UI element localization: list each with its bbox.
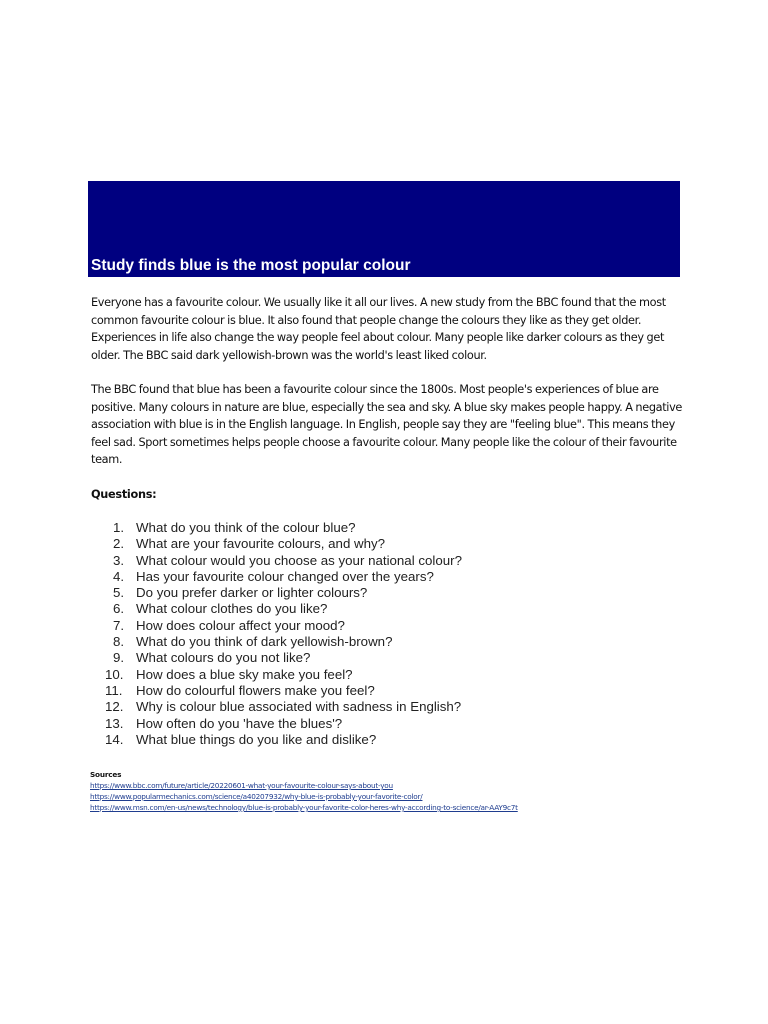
- question-item: [105, 569, 462, 585]
- question-item: [105, 667, 462, 683]
- question-number: 11.: [105, 682, 123, 698]
- question-number: 4.: [113, 568, 125, 584]
- question-text: How does colour affect your mood?: [136, 617, 345, 633]
- sources-section: [90, 769, 518, 813]
- question-number: 9.: [113, 650, 125, 666]
- question-number: 3.: [113, 552, 125, 568]
- question-item: [105, 585, 462, 601]
- article-paragraph-2: The BBC found that blue has been a favourite colour since the 1800s. Most people's experiences of blue are positive. Many colours in nature are blue, especially the sea and sky. A blue sky makes people happy. A negative association with blue is in the English language. In English, people say they are "feeling blue". This means they feel sad. Sport sometimes helps people choose a favourite colour. Many people like the colour of their favourite team.: [91, 383, 683, 466]
- question-item: [105, 650, 462, 666]
- question-number: 13.: [105, 715, 124, 731]
- question-item: [105, 618, 462, 634]
- question-item: [105, 536, 462, 552]
- question-text: What blue things do you like and dislike?: [136, 731, 377, 747]
- question-item: [105, 553, 462, 569]
- question-text: What colours do you not like?: [136, 650, 311, 666]
- question-text: What do you think of the colour blue?: [136, 520, 356, 535]
- question-item: [105, 683, 462, 699]
- title-banner: [88, 181, 680, 277]
- question-text: Do you prefer darker or lighter colours?: [136, 585, 368, 601]
- question-number: 12.: [105, 699, 124, 715]
- question-item: [105, 601, 462, 617]
- question-number: 7.: [113, 617, 125, 633]
- article-paragraph-1: Everyone has a favourite colour. We usually like it all our lives. A new study from the BBC found that the most common favourite colour is blue. It also found that people change the colours they like as they get older. Experiences in life also change the way people feel about colour. Many people like darker colours as they get older. The BBC said dark yellowish-brown was the world's least liked colour.: [91, 296, 666, 362]
- question-text: Has your favourite colour changed over the years?: [136, 568, 434, 584]
- question-text: What colour clothes do you like?: [136, 601, 328, 617]
- question-number: 6.: [113, 601, 125, 617]
- source-link-popularmechanics[interactable]: https://www.popularmechanics.com/science/a40207932/why-blue-is-probably-your-favorite-color/: [90, 792, 423, 801]
- question-item: [105, 716, 462, 732]
- question-number: 5.: [113, 585, 125, 601]
- question-item: [105, 699, 462, 715]
- question-item: [105, 732, 462, 748]
- question-text: Why is colour blue associated with sadness in English?: [136, 699, 462, 715]
- question-text: How often do you 'have the blues'?: [136, 715, 343, 731]
- question-number: 8.: [113, 634, 125, 650]
- source-link-bbc[interactable]: https://www.bbc.com/future/article/20220601-what-your-favourite-colour-says-about-you: [90, 781, 393, 790]
- question-text: How does a blue sky make you feel?: [136, 666, 353, 682]
- article-title: Study finds blue is the most popular colour: [91, 257, 411, 274]
- question-item: [105, 520, 462, 536]
- question-text: What are your favourite colours, and why?: [136, 536, 386, 552]
- sources-heading: Sources: [90, 770, 122, 779]
- question-item: [105, 634, 462, 650]
- question-number: 2.: [113, 536, 125, 552]
- question-number: 14.: [105, 731, 124, 747]
- question-text: What do you think of dark yellowish-brown?: [136, 634, 393, 650]
- question-text: How do colourful flowers make you feel?: [136, 682, 375, 698]
- question-number: 10.: [105, 666, 124, 682]
- questions-heading: Questions:: [91, 488, 157, 501]
- source-link-msn[interactable]: https://www.msn.com/en-us/news/technology/blue-is-probably-your-favorite-color-heres-why-according-to-science/ar-AAY9c7t: [90, 803, 518, 812]
- question-number: 1.: [113, 520, 125, 535]
- question-list: [105, 520, 462, 748]
- question-text: What colour would you choose as your national colour?: [136, 552, 462, 568]
